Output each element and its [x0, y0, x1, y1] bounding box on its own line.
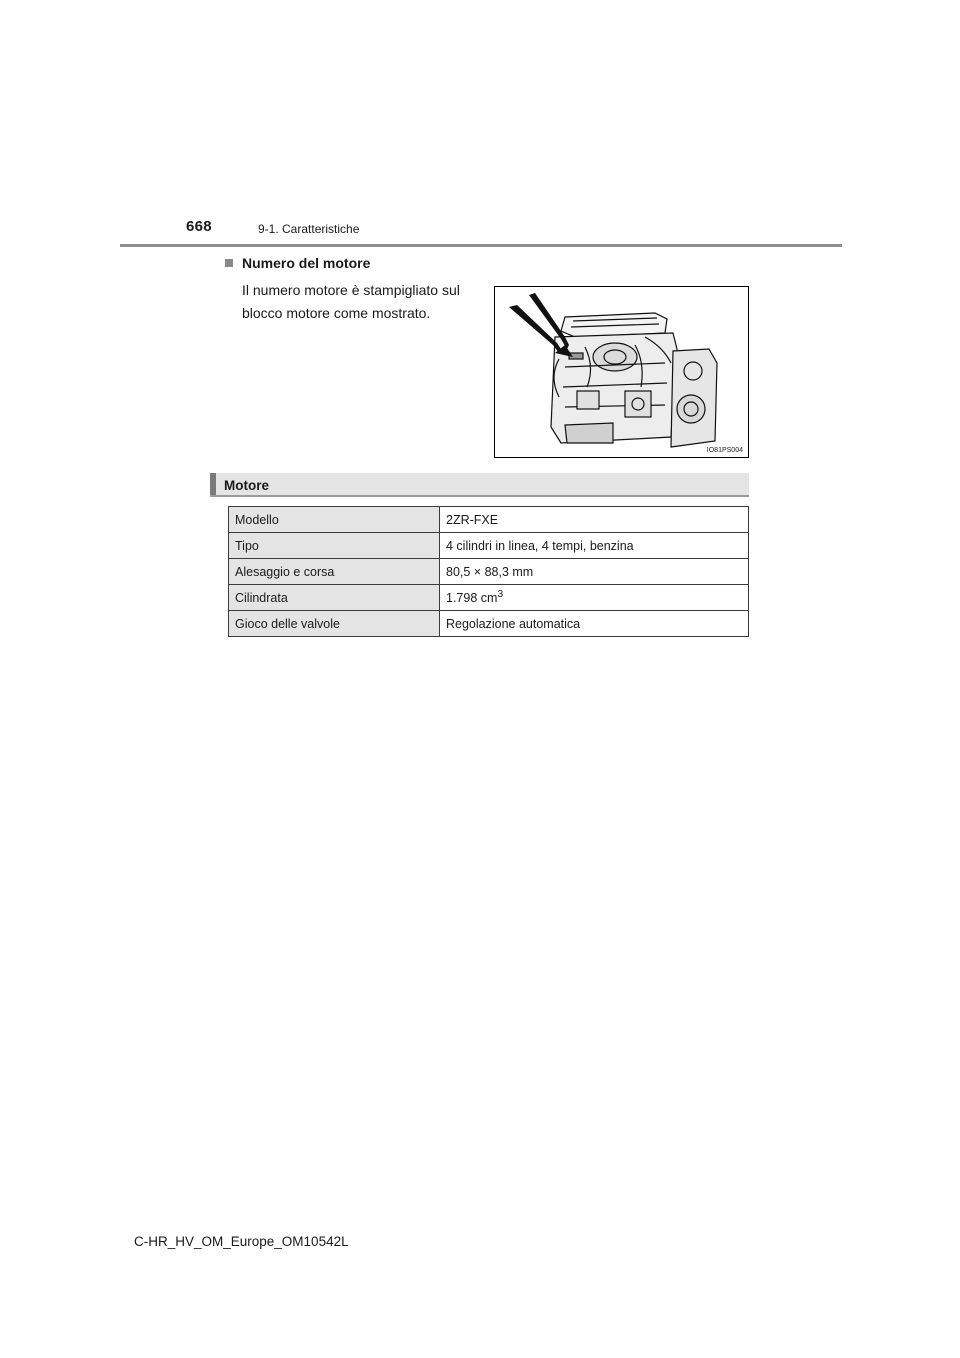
spec-value-cell — [440, 585, 749, 611]
table-row — [229, 585, 749, 611]
motore-section-header — [210, 473, 749, 497]
engine-spec-table — [228, 506, 749, 637]
header-divider — [120, 244, 842, 247]
spec-value: Regolazione automatica — [440, 611, 749, 637]
table-row — [229, 559, 749, 585]
spec-label: Modello — [229, 507, 440, 533]
spec-value: 80,5 × 88,3 mm — [440, 559, 749, 585]
spec-label: Gioco delle valvole — [229, 611, 440, 637]
figure-code: IO81PS004 — [706, 447, 743, 454]
spec-label: Alesaggio e corsa — [229, 559, 440, 585]
table-row — [229, 611, 749, 637]
spec-label: Cilindrata — [229, 585, 440, 611]
engine-number-heading-text: Numero del motore — [242, 255, 371, 271]
spec-value: 1.798 cm — [446, 591, 498, 606]
footer-doc-id: C-HR_HV_OM_Europe_OM10542L — [134, 1234, 349, 1249]
engine-number-description: Il numero motore è stampigliato sul blocco motore come mostrato. — [242, 282, 460, 321]
table-row — [229, 507, 749, 533]
spec-label: Tipo — [229, 533, 440, 559]
section-title: 9-1. Caratteristiche — [258, 222, 360, 236]
spec-value: 2ZR-FXE — [440, 507, 749, 533]
motore-section-title: Motore — [224, 478, 269, 493]
section-accent-bar — [210, 473, 216, 495]
engine-number-heading — [225, 255, 370, 271]
engine-illustration — [494, 286, 749, 458]
spec-value: 4 cilindri in linea, 4 tempi, benzina — [440, 533, 749, 559]
spec-value-superscript: 3 — [497, 589, 504, 601]
table-row — [229, 533, 749, 559]
engine-drawing-icon — [495, 287, 748, 457]
square-bullet-icon — [225, 259, 233, 267]
page-number: 668 — [186, 218, 212, 235]
